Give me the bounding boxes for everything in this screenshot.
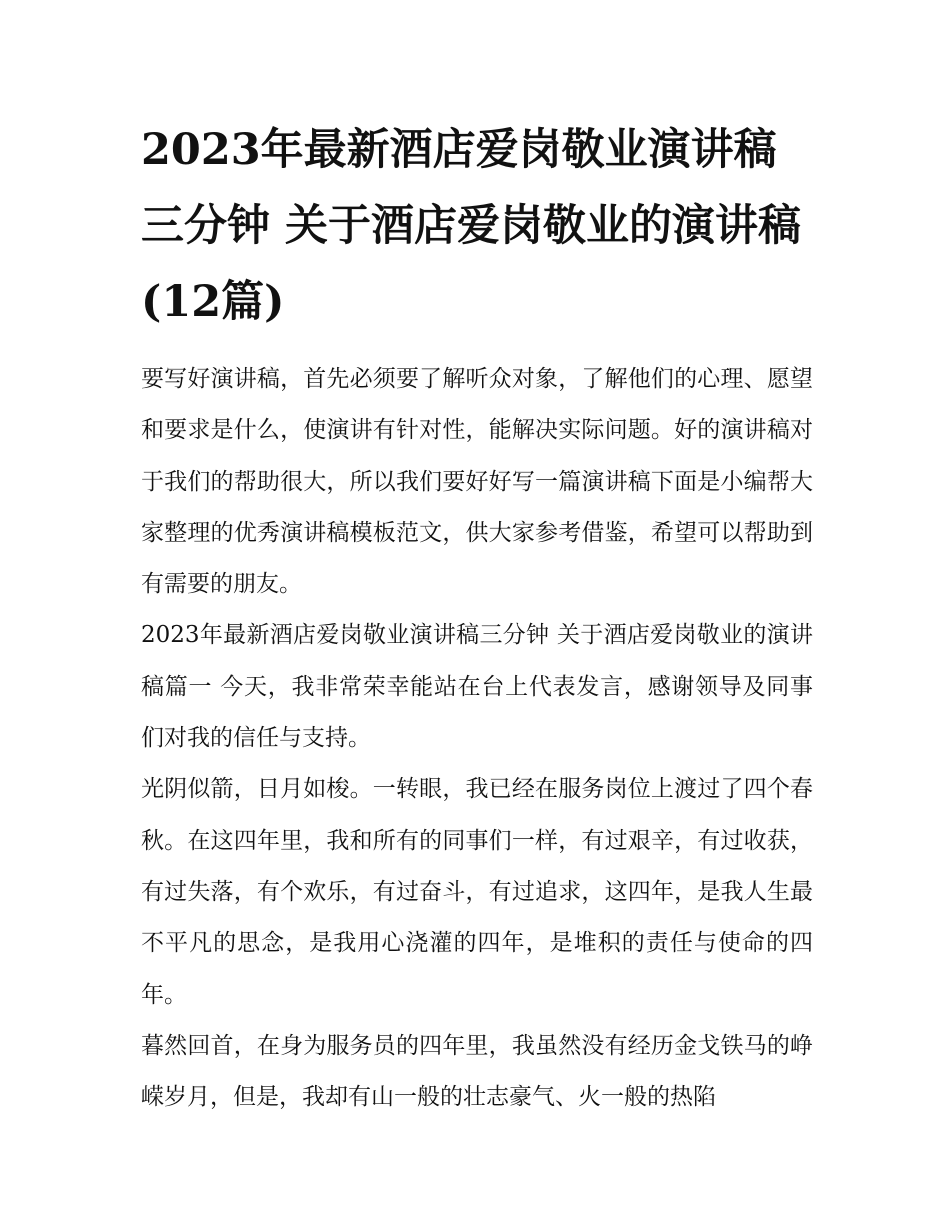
speech-heading-paragraph: 2023年最新酒店爱岗敬业演讲稿三分钟 关于酒店爱岗敬业的演讲稿篇一 今天，我非常荣幸能站在台上代表发言，感谢领导及同事们对我的信任与支持。 bbox=[141, 622, 813, 752]
intro-paragraph: 要写好演讲稿，首先必须要了解听众对象，了解他们的心理、愿望和要求是什么，使演讲有针对性，能解决实际问题。好的演讲稿对于我们的帮助很大，所以我们要好好写一篇演讲稿下面是小编帮大家整理的优秀演讲稿模板范文，供大家参考借鉴，希望可以帮助到有需要的朋友。 bbox=[141, 366, 813, 598]
body-paragraph-2: 暮然回首，在身为服务员的四年里，我虽然没有经历金戈铁马的峥嵘岁月，但是，我却有山一般的壮志豪气、火一般的热陷 bbox=[141, 1032, 813, 1111]
document-title: 2023年最新酒店爱岗敬业演讲稿三分钟 关于酒店爱岗敬业的演讲稿(12篇) bbox=[141, 125, 801, 327]
body-paragraph-1: 光阴似箭，日月如梭。一转眼，我已经在服务岗位上渡过了四个春秋。在这四年里，我和所有的同事们一样，有过艰辛，有过收获，有过失落，有个欢乐，有过奋斗，有过追求，这四年，是我人生最不平凡的思念，是我用心浇灌的四年，是堆积的责任与使命的四年。 bbox=[141, 776, 813, 1008]
document-page bbox=[141, 112, 813, 1123]
